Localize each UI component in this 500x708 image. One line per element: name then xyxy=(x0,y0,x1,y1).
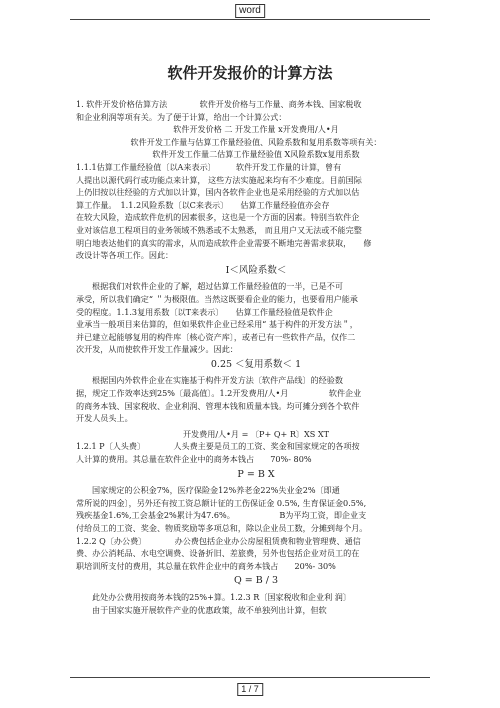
text-line: 在较大风险，造成软件危机的因素很多，这也是一个方面的因素。特别当软件企 xyxy=(76,212,360,223)
text-line: 国家规定的公积金7%，医疗保险金12%养老金22%失业金2%〔即通 xyxy=(92,485,340,496)
text-line: 根据我们对软件企业的了解，超过估算工作量经验值的一半，已是不可 xyxy=(92,281,343,292)
text-line: 根据国内外软件企业在实施基于构件开发方法〔软件产品线〕的经验数 xyxy=(92,375,343,386)
page-number: 1 / 7 xyxy=(237,683,263,696)
text-line: 业承当一般项目来估算的，但如果软件企业已经采用“ 基于构件的开发方法＂， xyxy=(76,319,358,330)
formula-line: 开发费用/人•月 = 〔P+ Q+ R〕XS XT xyxy=(182,428,330,439)
text-line: 费、办公消耗品、水电空调费、设备折旧、差旅费，另外也包括企业对员工的在 xyxy=(76,548,360,559)
text-line: 明白地表达他们的真实的需求，从而造成软件企业需要不断地完善需求获取， 修 xyxy=(76,237,372,248)
text-line: 上仍旧按以往经验的方式加以计算，国内各软件企业也是采用经验的方式加以估 xyxy=(76,187,360,198)
formula-line: 软件开发工作量二估算工作量经验值 X风险系数x复用系数 xyxy=(152,149,360,160)
text-line: 次开发，从而使软件开发工作量减少。因此： xyxy=(76,344,238,355)
section-line: 此处办公费用按商务本钱的25%+算。1.2.3 R〔国家税收和企业利 润〕 xyxy=(92,591,351,602)
section-line: 1.2.1 P〔人头费〕 人头费主要是员工的工资、奖金和国家规定的各项按 xyxy=(76,441,360,452)
text-line: 承受，所以我们确定“ ＂为极限值。当然这既要看企业的能力，也要看用户能承 xyxy=(76,293,358,304)
text-line: 开发人员头上。 xyxy=(76,413,133,424)
section-line: 受的程度。1.1.3复用系数〔以T来表示〕 估算工作量经验值是软件企 xyxy=(76,306,333,317)
section-line: 1.2.2 Q〔办公费〕 办公费包括企业办公房屋租赁费和物业管理费、通信 xyxy=(76,535,361,546)
text-line: 人计算的费用。其总量在软件企业中的商务本钱占 70%- 80% xyxy=(76,454,312,465)
text-line: 并已建立起能够复用的构件库〔核心资产库〕，或者已有一些软件产品，仅作二 xyxy=(76,331,356,342)
text-line: 1. 软件开发价格估算方法 软件开发价格与工作量、商务本钱、国家税收 xyxy=(76,99,362,109)
text-line: 的商务本钱、国家税收、企业利润、管理本钱和质量本钱。均可摊分到各个软件 xyxy=(76,400,360,411)
section-line: 据，规定工作效率达到25%〔最高值〕。1.2开发费用/人•月 软件企业 xyxy=(76,388,362,399)
document-title: 软件开发报价的计算方法 xyxy=(167,64,333,82)
footer-rule xyxy=(70,677,430,678)
text-line: 人提出以源代码行或功能点来计算， 这些方法实施起来均有不少难度。目前国际 xyxy=(76,174,362,185)
section-line: 算工作量。 1.1.2风险系数〔以C来表示〕 估算工作量经验值亦会存 xyxy=(76,199,330,210)
text-line: 改设计等各项工作。因此： xyxy=(76,250,174,261)
formula-line: Q = B / 3 xyxy=(233,575,279,587)
text-line: 职培训所支付的费用，其总量在软件企业中的商务本钱占 20%- 30% xyxy=(76,560,336,571)
text-line: 和企业利润等项有关。为了便于计算，给出一个计算公式： xyxy=(76,111,287,122)
header-tag: word xyxy=(235,4,265,18)
formula-line: P = B X xyxy=(237,468,275,480)
text-line: 付给员工的工资、奖金、物质奖励等多项总和，除以企业员工数，分摊到每个月。 xyxy=(76,523,368,533)
formula-line: 软件开发价格 二 开发工作量 x开发费用/人•月 xyxy=(173,124,339,135)
text-line: 常所说的四金〕，另外还有按工资总额计征的工伤保证金 0.5%, 生育保证金0.5%, xyxy=(76,497,367,508)
text-line: 残疾基金1.6%,工会基金2%累计为47.6%。 B为平均工资，即企业支 xyxy=(76,510,367,521)
header-rule xyxy=(70,19,430,20)
section-line: 1.1.1估算工作量经验值〔以A来表示〕 软件开发工作量的计算，曾有 xyxy=(76,161,342,172)
formula-line: 0.25 ＜复用系数＜ 1 xyxy=(210,358,302,370)
document-body xyxy=(76,98,436,616)
text-line: 业对该信息工程项目的业务领域不熟悉或不太熟悉， 而且用户又无法或不能完整 xyxy=(76,224,362,235)
text-line: 由于国家实施开展软件产业的优惠政策，故不单独列出计算，但软 xyxy=(92,604,327,615)
text-line: 软件开发工作量与估算工作量经验值、风险系数和复用系数等项有关： xyxy=(130,136,382,147)
formula-line: I＜风险系数＜ xyxy=(225,264,287,276)
